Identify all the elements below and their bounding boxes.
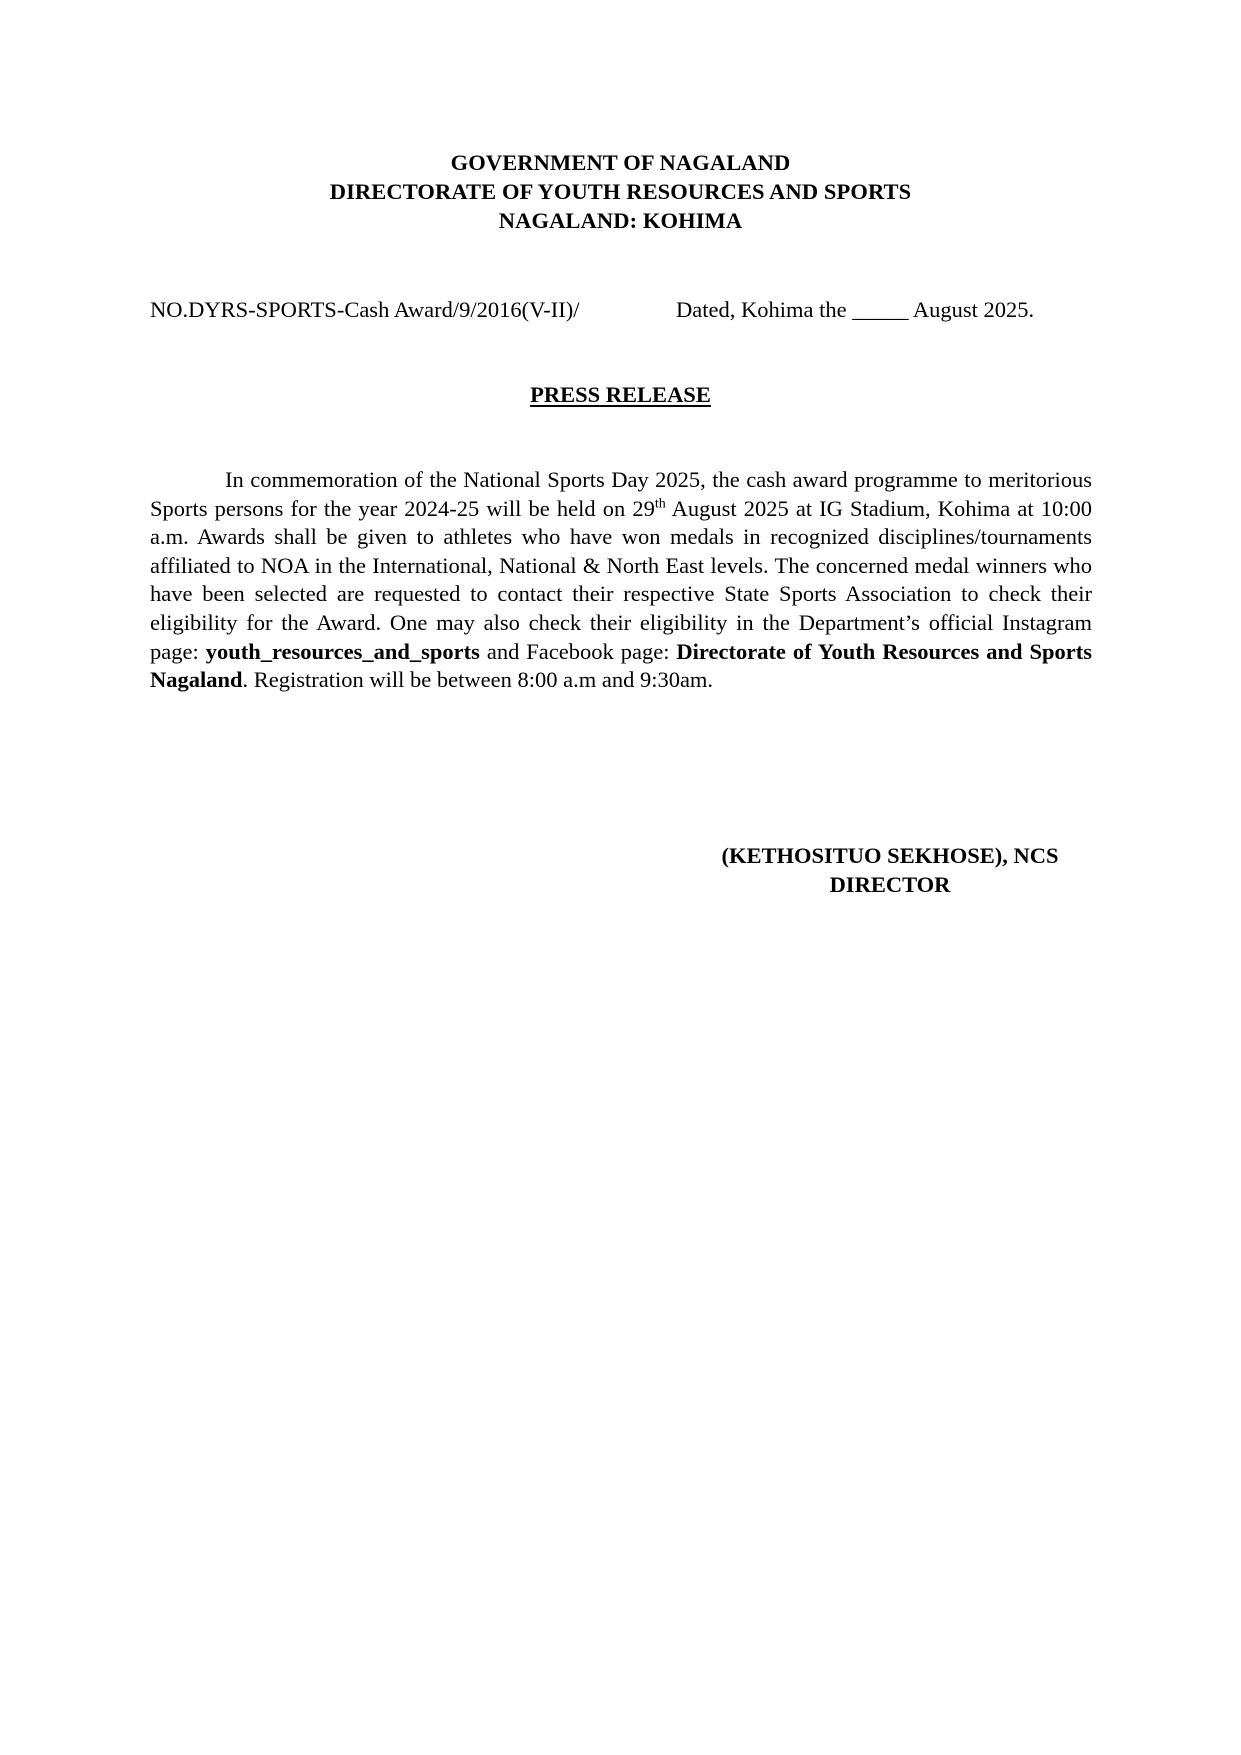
reference-number: NO.DYRS-SPORTS-Cash Award/9/2016(V-II)/ [150, 297, 580, 322]
body-text-part1: In commemoration of the National Sports Day 2025, the cash award programme to meritorious Sports persons for the year 2024-25 will be held on 29 [150, 467, 1092, 521]
body-text-part2: August 2025 at IG Stadium, Kohima at 10:00 a.m. Awards shall be given to athletes who have won medals in recognized disciplines/tournaments affiliated to NOA in the International, National & North East levels. The concerned medal winners who have been selected are requested to contact their respective State Sports Association to check their eligibility for the Award. One may also check their eligibility in the Department’s official Instagram page: [150, 495, 1092, 664]
reference-date: Dated, Kohima the _____ August 2025. [676, 297, 1035, 322]
body-ordinal-suffix: th [654, 496, 666, 512]
instagram-handle: youth_resources_and_sports [205, 638, 480, 664]
signatory-name: (KETHOSITUO SEKHOSE), NCS [721, 843, 1059, 868]
body-text-part3: and Facebook page: [479, 638, 677, 664]
press-release-body [150, 466, 1092, 695]
facebook-page-name: Directorate of Youth Resources and Sports Nagaland [150, 638, 1092, 693]
body-text-part4: . Registration will be between 8:00 a.m and 9:30am. [242, 667, 714, 693]
signatory-designation: DIRECTOR [829, 872, 951, 897]
signature-block [690, 841, 1090, 899]
letterhead-government: GOVERNMENT OF NAGALAND [450, 150, 791, 175]
document-title: PRESS RELEASE [530, 382, 711, 407]
letterhead [0, 148, 1241, 235]
letterhead-directorate: DIRECTORATE OF YOUTH RESOURCES AND SPORTS [329, 179, 912, 204]
letterhead-location: NAGALAND: KOHIMA [498, 208, 743, 233]
